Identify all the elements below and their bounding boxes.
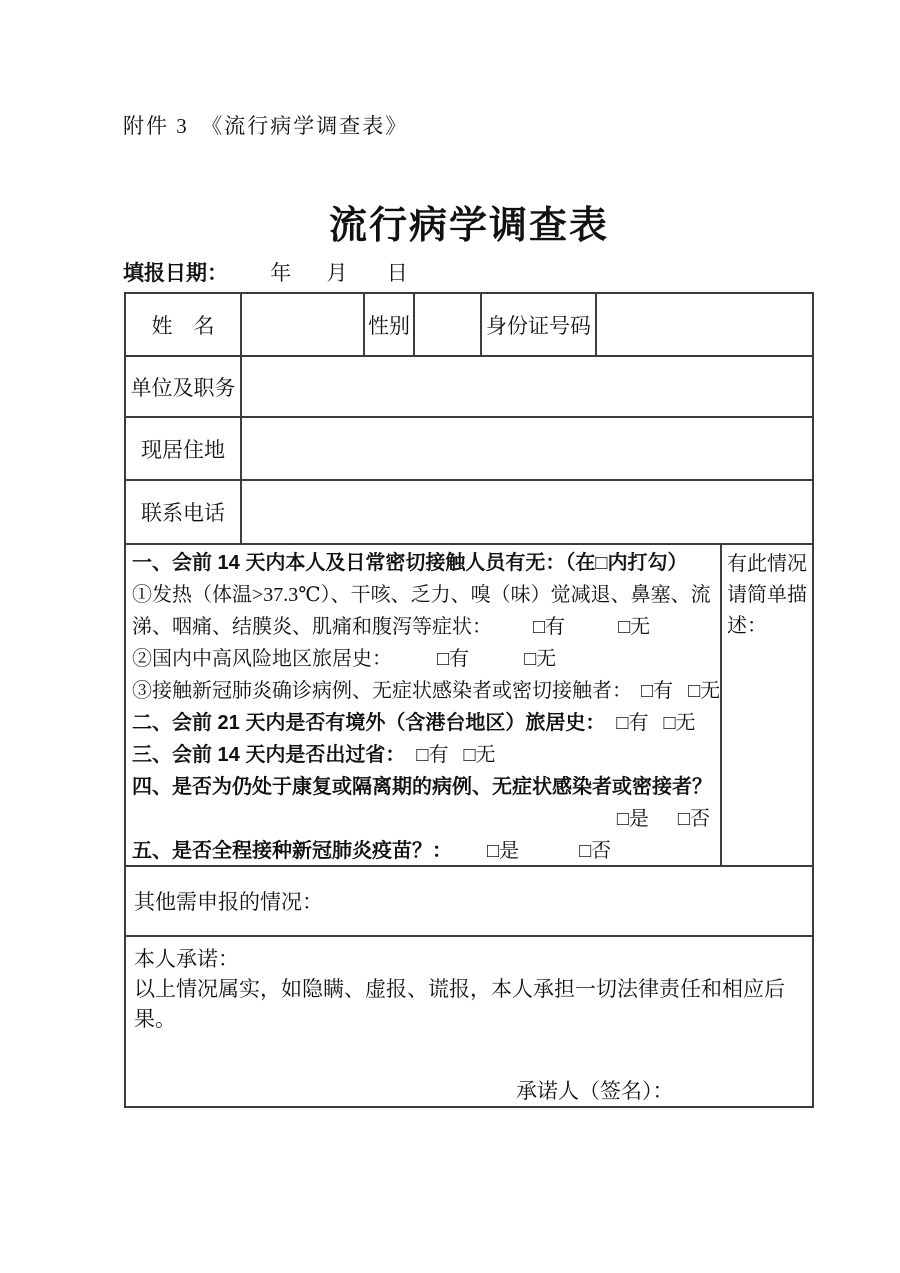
description-input-cell[interactable] bbox=[722, 545, 812, 865]
name-label: 姓 名 bbox=[126, 294, 242, 355]
survey-questions-cell bbox=[126, 545, 722, 865]
q1-symptoms-line-2: 涕、咽痛、结膜炎、肌痛和腹泻等症状： □有 □无 bbox=[132, 616, 651, 638]
q3-province-yes-checkbox[interactable]: □有 bbox=[416, 744, 449, 766]
q1-risk-area-line: ②国内中高风险地区旅居史： □有 □无 bbox=[132, 648, 557, 670]
signature-area[interactable] bbox=[516, 1076, 804, 1106]
q2-overseas-no-checkbox[interactable]: □无 bbox=[663, 712, 696, 734]
report-date-line bbox=[123, 257, 408, 287]
survey-section-row bbox=[126, 545, 812, 867]
residence-input-cell[interactable] bbox=[242, 418, 812, 479]
id-number-label: 身份证号码 bbox=[482, 294, 597, 355]
residence-label: 现居住地 bbox=[126, 418, 242, 479]
q4-options-line bbox=[126, 803, 720, 835]
q1-contact-no-checkbox[interactable]: □无 bbox=[688, 680, 720, 702]
name-input-cell[interactable] bbox=[242, 294, 365, 355]
q1-symptoms-yes-checkbox[interactable]: □有 bbox=[533, 616, 566, 638]
q5-vaccine-line: 五、是否全程接种新冠肺炎疫苗？： □是 □否 bbox=[132, 840, 612, 862]
other-declarations-input-cell[interactable] bbox=[126, 867, 812, 935]
residence-row bbox=[126, 418, 812, 481]
q5-yes-checkbox[interactable]: □是 bbox=[487, 840, 520, 862]
q1-contact-line: ③接触新冠肺炎确诊病例、无症状感染者或密切接触者： □有 □无 bbox=[132, 680, 720, 702]
commitment-title: 本人承诺： bbox=[134, 947, 239, 971]
phone-label: 联系电话 bbox=[126, 481, 242, 543]
q1-heading: 一、会前 14 天内本人及日常密切接触人员有无：（在□内打勾） bbox=[132, 552, 688, 574]
other-declarations-label: 其他需申报的情况： bbox=[134, 890, 323, 914]
signature-label: 承诺人（签名）： bbox=[516, 1079, 674, 1103]
phone-row bbox=[126, 481, 812, 545]
unit-label: 单位及职务 bbox=[126, 357, 242, 416]
commitment-body: 以上情况属实，如隐瞒、虚报、谎报，本人承担一切法律责任和相应后果。 bbox=[134, 977, 785, 1031]
date-day-label: 日 bbox=[386, 261, 408, 285]
q1-risk-area-no-checkbox[interactable]: □无 bbox=[524, 648, 557, 670]
identity-row bbox=[126, 294, 812, 357]
form-table bbox=[124, 292, 814, 1108]
q4-no-checkbox[interactable]: □否 bbox=[677, 808, 710, 830]
q2-overseas-yes-checkbox[interactable]: □有 bbox=[616, 712, 649, 734]
page-title: 流行病学调查表 bbox=[328, 205, 609, 247]
q1-risk-area-yes-checkbox[interactable]: □有 bbox=[437, 648, 470, 670]
commitment-cell bbox=[126, 937, 812, 1106]
q5-no-checkbox[interactable]: □否 bbox=[579, 840, 612, 862]
date-month-label: 月 bbox=[326, 261, 348, 285]
q2-overseas-line: 二、会前 21 天内是否有境外（含港台地区）旅居史： □有 □无 bbox=[132, 712, 696, 734]
phone-input-cell[interactable] bbox=[242, 481, 812, 543]
date-year-label: 年 bbox=[270, 261, 292, 285]
gender-input-cell[interactable] bbox=[415, 294, 482, 355]
gender-label: 性别 bbox=[365, 294, 415, 355]
commitment-row bbox=[126, 937, 812, 1106]
other-declarations-row bbox=[126, 867, 812, 937]
description-note-label: 有此情况请简单描述： bbox=[727, 553, 807, 637]
q4-yes-checkbox[interactable]: □是 bbox=[616, 808, 649, 830]
id-number-input-cell[interactable] bbox=[597, 294, 812, 355]
attachment-note: 附件 3 《流行病学调查表》 bbox=[123, 114, 409, 138]
unit-row bbox=[126, 357, 812, 418]
report-date-label: 填报日期： bbox=[123, 261, 228, 285]
q3-province-no-checkbox[interactable]: □无 bbox=[463, 744, 496, 766]
q1-symptoms-line-1: ①发热（体温>37.3℃）、干咳、乏力、嗅（味）觉减退、鼻塞、流 bbox=[132, 584, 711, 606]
q1-symptoms-no-checkbox[interactable]: □无 bbox=[618, 616, 651, 638]
q3-province-line: 三、会前 14 天内是否出过省： □有 □无 bbox=[132, 744, 496, 766]
q1-contact-yes-checkbox[interactable]: □有 bbox=[641, 680, 674, 702]
q4-recovery-line: 四、是否为仍处于康复或隔离期的病例、无症状感染者或密接者？ bbox=[132, 776, 712, 798]
unit-input-cell[interactable] bbox=[242, 357, 812, 416]
